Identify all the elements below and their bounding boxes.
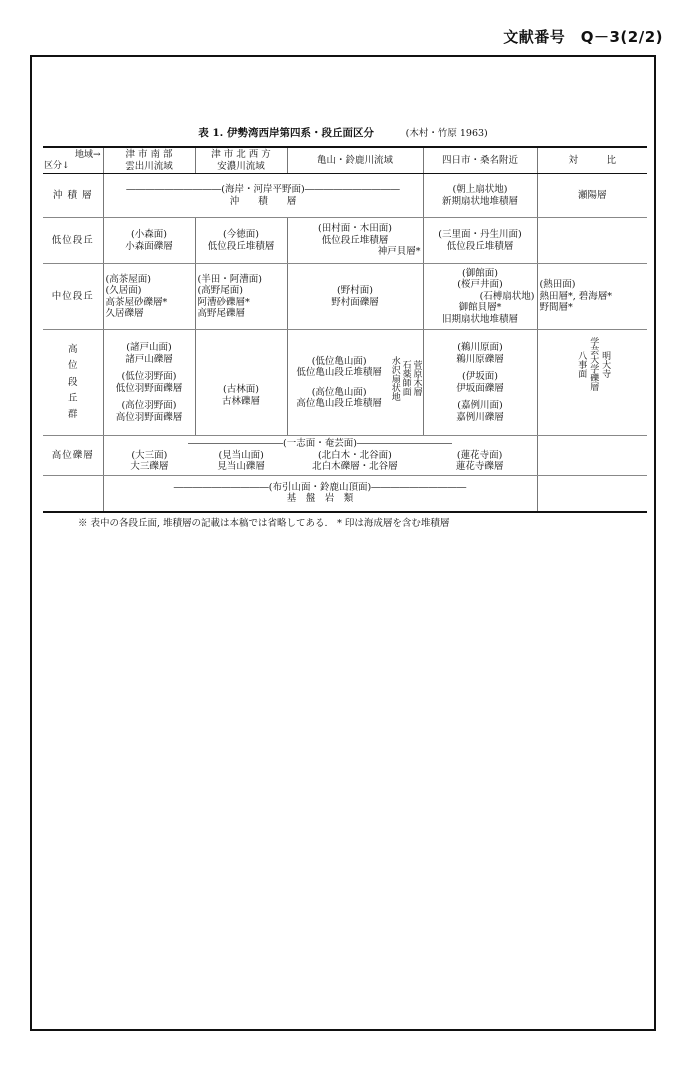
kareigawa-gravel: 嘉例川礫層 bbox=[456, 411, 504, 423]
header-col-kameyama bbox=[287, 147, 423, 174]
yagoto-surface: 八事面 bbox=[576, 350, 587, 378]
zone-lower-terrace: 低位段丘 bbox=[43, 218, 103, 264]
ishigure-fan: (石榑扇状地) bbox=[479, 290, 535, 302]
hisai-gravel: 久居礫層 bbox=[105, 308, 144, 320]
nunobiki-suzuka-summit-text: (布引山面・鈴鹿山頂面) bbox=[268, 481, 372, 493]
header-col-yokkaichi-label: 四日市・桑名附近 bbox=[441, 154, 518, 166]
old-fan-deposit: 旧期扇状地堆積層 bbox=[441, 314, 518, 326]
division-arrow-label: 区分↓ bbox=[44, 160, 70, 171]
caption-title: 表 1. 伊勢湾西岸第四系・段丘面区分 bbox=[198, 127, 374, 139]
higher-terrace-kameyama bbox=[287, 330, 423, 436]
myodaiji: 明大寺 bbox=[600, 350, 611, 378]
lower-terrace-tsu-northwest bbox=[195, 218, 287, 264]
morodoyama-gravel: 諸戸山礫層 bbox=[125, 353, 173, 365]
basement-comparison bbox=[537, 476, 647, 512]
ishiyakushi-surface: 石薬師面 bbox=[400, 360, 411, 396]
sugawara-layer: 菅原木層 bbox=[411, 360, 422, 396]
header-col-yokkaichi bbox=[423, 147, 537, 174]
takachaya-sand-gravel: 高茶屋砂礫層* bbox=[105, 296, 168, 308]
header-col-kameyama-label: 亀山・鈴鹿川流域 bbox=[316, 154, 393, 166]
kontoku-surface: (今徳面) bbox=[223, 229, 259, 241]
document-id: 文献番号 Q－3(2/2) bbox=[503, 28, 663, 46]
alluvium-layer: 沖 積 層 bbox=[229, 195, 297, 207]
handa-akogi-surface: (半田・阿漕面) bbox=[197, 273, 262, 285]
middle-terrace-kameyama bbox=[287, 264, 423, 330]
noma-layer: 野間層* bbox=[539, 302, 573, 314]
row-higher-terrace-group bbox=[43, 330, 647, 436]
lower-terrace-deposit-2: 低位段丘堆積層 bbox=[207, 240, 275, 252]
akogi-sand-gravel: 阿漕砂礫層* bbox=[197, 296, 250, 308]
komori-gravel: 小森面礫層 bbox=[125, 240, 173, 252]
kanbe-shell-layer: 神戸貝層* bbox=[377, 246, 421, 258]
zone-high-gravel: 高位礫層 bbox=[43, 436, 103, 476]
isaka-gravel: 伊坂面礫層 bbox=[456, 382, 504, 394]
middle-terrace-comparison bbox=[537, 264, 647, 330]
table-footnote: ※ 表中の各段丘面, 堆積層の記載は本稿では省略してある. * 印は海成層を含む堆積層 bbox=[78, 518, 450, 529]
alluvium-wide-cell bbox=[103, 174, 423, 218]
zone-alluvium: 沖 積 層 bbox=[43, 174, 103, 218]
zone-middle-terrace: 中位段丘 bbox=[43, 264, 103, 330]
suizawa-fan: 水沢扇状地 bbox=[389, 355, 400, 401]
komori-surface: (小森面) bbox=[131, 229, 167, 241]
kentoyama-gravel: 見当山礫層 bbox=[217, 461, 265, 473]
basement-wide bbox=[103, 476, 537, 512]
row-basement bbox=[43, 476, 647, 512]
nomura-surface: (野村面) bbox=[337, 285, 373, 297]
lower-hano-surface: (低位羽野面) bbox=[121, 371, 177, 383]
gakugei-university-gravel: 学芸大学礫層 bbox=[588, 337, 599, 392]
row-lower-terrace bbox=[43, 218, 647, 264]
lower-terrace-yokkaichi bbox=[423, 218, 537, 264]
header-col-tsu-northwest bbox=[195, 147, 287, 174]
nunobiki-suzuka-summit-surface: ――――――――――(布引山面・鈴鹿山頂面)―――――――――― bbox=[173, 481, 467, 493]
sanri-nyugawa-surface: (三里面・丹生川面) bbox=[438, 229, 522, 241]
kitashiroki-kitatani-surface: (北白木・北谷面) bbox=[317, 449, 392, 461]
ugawara-surface: (鵜川原面) bbox=[457, 341, 503, 353]
upper-hano-surface: (高位羽野面) bbox=[121, 400, 177, 412]
lower-hano-gravel: 低位羽野面礫層 bbox=[115, 382, 183, 394]
takachaya-surface: (高茶屋面) bbox=[105, 273, 151, 285]
basement-rocks: 基 盤 岩 類 bbox=[286, 493, 354, 505]
middle-terrace-yokkaichi bbox=[423, 264, 537, 330]
lower-kameyama-deposit: 低位亀山段丘堆積層 bbox=[296, 367, 382, 379]
zone-char-5: 群 bbox=[67, 408, 78, 420]
furubayashi-gravel: 古林礫層 bbox=[221, 395, 260, 407]
high-gravel-tsu-northwest bbox=[195, 450, 287, 473]
kareigawa-surface: (嘉例川面) bbox=[457, 400, 503, 412]
new-fan-deposit: 新期扇状地堆積層 bbox=[441, 195, 518, 207]
higher-terrace-tsu-south bbox=[103, 330, 195, 436]
higher-terrace-yokkaichi bbox=[423, 330, 537, 436]
header-col-comparison bbox=[537, 147, 647, 174]
lower-terrace-comparison bbox=[537, 218, 647, 264]
takanoo-gravel: 高野尾礫層 bbox=[197, 308, 246, 320]
ichishi-ange-surface-text: (一志面・奄芸面) bbox=[283, 438, 357, 450]
isaka-surface: (伊坂面) bbox=[462, 371, 498, 383]
alluvial-plain-surface: ――――――――――(海岸・河岸平野面)―――――――――― bbox=[126, 184, 400, 196]
caption-source: (木村・竹原 1963) bbox=[405, 128, 488, 139]
middle-terrace-tsu-northwest bbox=[195, 264, 287, 330]
ichishi-ange-surface: ――――――――――(一志面・奄芸面)―――――――――― bbox=[188, 438, 452, 450]
region-arrow-label: 地域→ bbox=[74, 149, 101, 160]
furubayashi-surface: (古林面) bbox=[223, 384, 259, 396]
middle-terrace-tsu-south bbox=[103, 264, 195, 330]
row-high-gravel bbox=[43, 436, 647, 476]
daizo-surface: (大三面) bbox=[131, 449, 168, 461]
atsuta-hekikai-layers: 熱田層*, 碧海層* bbox=[539, 290, 613, 302]
alluvium-yokkaichi bbox=[423, 174, 537, 218]
header-col-tsu-south-label: 津 市 南 部 雲出川流域 bbox=[125, 149, 173, 172]
zone-char-3: 段 bbox=[67, 376, 78, 388]
mitachi-surface: (御館面) bbox=[462, 267, 498, 279]
hisai-surface: (久居面) bbox=[105, 285, 142, 297]
table-header-row bbox=[43, 147, 647, 174]
ugawara-gravel: 鵜川原礫層 bbox=[456, 353, 504, 365]
header-col-comparison-label: 対 比 bbox=[568, 154, 616, 166]
lower-terrace-kameyama bbox=[287, 218, 423, 264]
upper-kameyama-deposit: 高位亀山段丘堆積層 bbox=[296, 398, 382, 410]
high-gravel-comparison bbox=[537, 436, 647, 476]
higher-terrace-comparison bbox=[537, 330, 647, 436]
sakuradoi-surface: (桜戸井面) bbox=[457, 279, 503, 291]
lower-kameyama-surface: (低位亀山面) bbox=[311, 355, 367, 367]
tamura-kida-surface: (田村面・木田面) bbox=[318, 223, 392, 235]
kentoyama-surface: (見当山面) bbox=[218, 449, 264, 461]
basement-zone bbox=[43, 476, 103, 512]
terrace-classification-table bbox=[43, 146, 647, 513]
rengeji-surface: (蓮花寺面) bbox=[456, 449, 503, 461]
row-middle-terrace bbox=[43, 264, 647, 330]
higher-terrace-tsu-northwest bbox=[195, 330, 287, 436]
zone-char-4: 丘 bbox=[67, 392, 78, 404]
high-gravel-wide bbox=[103, 436, 537, 476]
morodoyama-surface: (諸戸山面) bbox=[126, 341, 172, 353]
lower-terrace-deposit-3: 低位段丘堆積層 bbox=[321, 234, 389, 246]
lower-terrace-tsu-south bbox=[103, 218, 195, 264]
zone-char-1: 高 bbox=[67, 344, 78, 356]
high-gravel-kameyama bbox=[287, 450, 423, 473]
header-col-tsu-northwest-label: 津 市 北 西 方 安濃川流域 bbox=[211, 149, 271, 172]
high-gravel-tsu-south bbox=[104, 450, 196, 473]
atsuta-surface: (熱田面) bbox=[539, 279, 576, 291]
zone-char-2: 位 bbox=[67, 360, 78, 372]
kitashiroki-kitatani-layer: 北白木礫層・北谷層 bbox=[312, 461, 398, 473]
page-frame bbox=[30, 55, 656, 1031]
daizo-gravel: 大三礫層 bbox=[130, 461, 169, 473]
alluvial-plain-surface-text: (海岸・河岸平野面) bbox=[221, 184, 305, 196]
zone-higher-terrace-group bbox=[43, 330, 103, 436]
asagami-fan-surface: (朝上扇状地) bbox=[452, 184, 508, 196]
alluvium-comparison: 瀬陽層 bbox=[537, 174, 647, 218]
takanoo-surface: (高野尾面) bbox=[197, 285, 243, 297]
lower-terrace-deposit-4: 低位段丘堆積層 bbox=[446, 240, 514, 252]
upper-kameyama-surface: (高位亀山面) bbox=[311, 386, 367, 398]
upper-hano-gravel: 高位羽野面礫層 bbox=[115, 411, 183, 423]
rengeji-gravel: 蓮花寺礫層 bbox=[455, 461, 504, 473]
header-col-tsu-south bbox=[103, 147, 195, 174]
header-corner bbox=[43, 147, 103, 174]
nomura-gravel: 野村面礫層 bbox=[331, 296, 379, 308]
row-alluvium bbox=[43, 174, 647, 218]
table-caption bbox=[32, 125, 654, 140]
high-gravel-yokkaichi bbox=[423, 450, 537, 473]
mitachi-shell-layer: 御館貝層* bbox=[458, 302, 502, 314]
